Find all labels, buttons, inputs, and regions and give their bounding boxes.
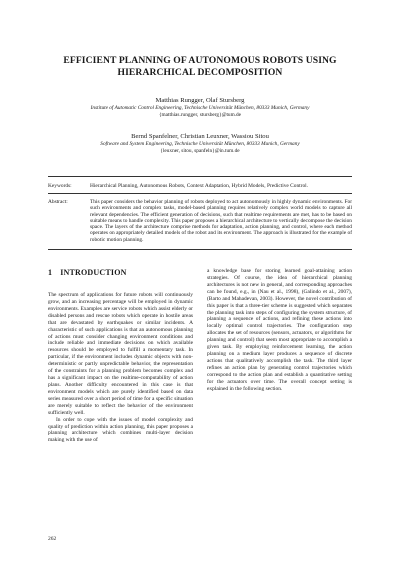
- author-email: {matthias.rungger, stursberg}@tum.de: [158, 111, 242, 118]
- body-paragraph: In order to cope with the issues of model complexity and quality of prediction within action planning, this paper proposes a planning architecture which combines multi-layer decision making with the use of: [48, 416, 193, 444]
- abstract-text: This paper considers the behavior planning of robots deployed to act autonomously in highly dynamic environments. For such environments and complex tasks, model-based planning requires relatively complex world models to capture all relevant dependencies. The efficient generation of decisions, such that realtime requirements are met, has to be based on suitable means to handle complexity. This paper proposes a hierarchical architecture to vertically decompose the decision space. The layers of the architecture comprise methods for adaptation, action planning, and control, where each method operates on appropriately detailed models of the robot and its environment. The approach is illustrated for the example of robotic motion planning.: [90, 199, 352, 243]
- author-names: Bernd Spanfelner, Christian Leuxner, Wassiou Sitou: [131, 133, 269, 140]
- abstract-label: Abstract:: [48, 199, 68, 205]
- body-paragraph: a knowledge base for storing learned goal-attaining action strategies. Of course, the idea of hierarchical planning architectures is not new in general, and corresponding approaches can be found, e.g., in (Nau et al., 1998), (Galindo et al., 2007), (Barto and Mahadevan, 2003). However, the novel contribution of this paper is that a three-tier scheme is suggested which separates the planning task into steps of configuring the system structure, of planning a sequence of actions, and refining these actions into locally optimal control trajectories. The configuration step allocates the set of resources (sensors, actuators, or algorithms for planning and control) that seem most appropriate to accomplish a given task. By employing reinforcement learning, the action planning on a medium layer produces a sequence of discrete actions that qualitatively accomplish the task. The third layer refines an action plan by generating control trajectories which correspond to the action plan and establish a quantitative setting for the actuators over time. The overall concept setting is explained in the following section.: [207, 268, 352, 392]
- section-number: 1: [48, 268, 53, 277]
- keywords-label: Keywords:: [48, 183, 72, 189]
- divider-rule: [48, 249, 352, 250]
- author-names: Matthias Rungger, Olaf Stursberg: [155, 97, 245, 104]
- keywords-text: Hierarchical Planning, Autonomous Robots, Context Adaptation, Hybrid Models, Predictive Control.: [90, 183, 308, 189]
- divider-rule: [48, 176, 352, 177]
- paper-title: EFFICIENT PLANNING OF AUTONOMOUS ROBOTS USING HIERARCHICAL DECOMPOSITION: [63, 55, 337, 78]
- section-title: INTRODUCTION: [60, 268, 127, 277]
- body-column-right: [207, 268, 352, 393]
- author-block-2: [40, 133, 360, 154]
- author-email: {leuxner, sitou, spanfeln}@in.tum.de: [160, 147, 240, 154]
- body-paragraph: The spectrum of applications for future robots will continuously grow, and an increasing percentage will be employed in dynamic environments. Examples are service robots which assist elderly or disabled persons and rescue robots which operate in hostile areas that are devastated by earthquakes or similar incidents. A characteristic of such applications is that an autonomous planning of actions must consider changing environment conditions and include reliable and immediate decisions on which available resources should be employed to fulfill a momentary task. In particular, if the environment includes dynamic objects with non-deterministic or partly unpredictable behavior, the representation of the constraints for a planning problem becomes complex and has a significant impact on the realtime-computability of action plans. Another difficulty encountered in this case is that environment models which are purely identified based on data series measured over a short period of time for a specific situation are merely suitable to reflect the behavior of the environment sufficiently well.: [48, 292, 193, 416]
- page-number: 262: [48, 536, 57, 542]
- body-column-left: [48, 268, 193, 444]
- author-affiliation: Software and System Engineering, Technische Universität München, 80333 Munich, Germany: [100, 141, 300, 147]
- author-block-1: [40, 97, 360, 118]
- section-heading: [48, 268, 193, 278]
- divider-rule: [48, 193, 352, 194]
- author-affiliation: Institute of Automatic Control Engineering, Technische Universität München, 80333 Munich, Germany: [90, 105, 310, 111]
